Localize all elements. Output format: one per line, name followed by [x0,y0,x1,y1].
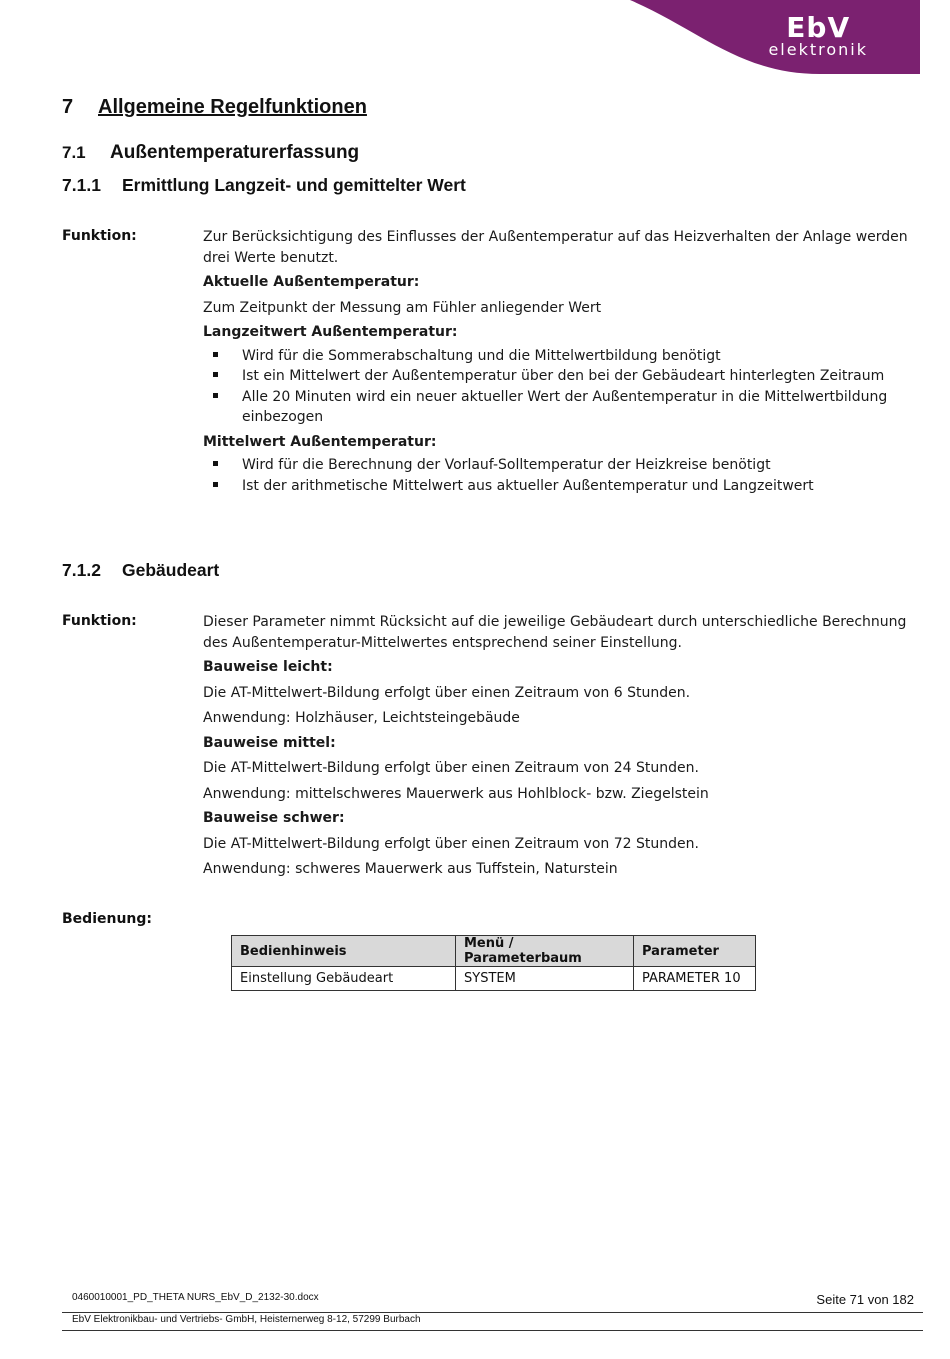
intro-text: Dieser Parameter nimmt Rücksicht auf die jeweilige Gebäudeart durch unterschiedliche Berechnung des Außentemperatur-Mittelwertes entsprechend seiner Einstellung. [203,614,907,651]
operation-label: Bedienung: [62,911,153,927]
bullet-icon [213,393,218,398]
logo-subtitle: elektronik [768,40,868,59]
section-number: 7.1 [62,143,86,162]
longterm-temp-heading: Langzeitwert Außentemperatur: [203,324,458,340]
section-heading [62,142,359,164]
list-item: Wird für die Berechnung der Vorlauf-Solltemperatur der Heizkreise benötigt [203,455,913,476]
current-temp-heading: Aktuelle Außentemperatur: [203,274,420,290]
company-logo [620,0,920,74]
logo-name: EbV [786,11,851,44]
chapter-heading [62,96,367,119]
medium-construction-usage: Anwendung: mittelschweres Mauerwerk aus Hohlblock- bzw. Ziegelstein [203,785,709,802]
column-header: Bedienhinweis [232,936,456,967]
table-cell: Einstellung Gebäudeart [232,967,456,991]
column-header: Menü / Parameterbaum [456,936,634,967]
function-label-1: Funktion: [62,228,137,244]
table-row [232,967,756,991]
chapter-title: Allgemeine Regelfunktionen [98,96,367,118]
function-body-2 [203,612,913,880]
bullet-icon [213,482,218,487]
bullet-icon [213,352,218,357]
subsection-heading-2 [62,560,219,581]
heavy-construction-usage: Anwendung: schweres Mauerwerk aus Tuffstein, Naturstein [203,861,618,877]
subsection-title: Gebäudeart [122,560,220,580]
longterm-list [203,346,913,428]
function-body-1 [203,227,913,496]
subsection-number: 7.1.2 [62,560,101,580]
bullet-icon [213,461,218,466]
section-title: Außentemperaturerfassung [110,142,360,163]
heavy-construction-text: Die AT-Mittelwert-Bildung erfolgt über einen Zeitraum von 72 Stunden. [203,835,699,852]
subsection-heading-1 [62,175,466,196]
list-item: Alle 20 Minuten wird ein neuer aktueller Wert der Außentemperatur in die Mittelwertbildung einbezogen [203,387,913,428]
footer-page-number: Seite 71 von 182 [816,1292,914,1307]
footer-divider [62,1312,923,1313]
intro-text: Zur Berücksichtigung des Einflusses der Außentemperatur auf das Heizverhalten der Anlage werden drei Werte benutzt. [203,229,908,266]
light-construction-usage: Anwendung: Holzhäuser, Leichtsteingebäude [203,710,520,726]
footer-company-address: EbV Elektronikbau- und Vertriebs- GmbH, Heisternerweg 8-12, 57299 Burbach [72,1314,421,1325]
operation-table [231,935,756,991]
medium-construction-heading: Bauweise mittel: [203,734,336,751]
table-header-row [232,936,756,967]
column-header: Parameter [634,936,756,967]
table-cell: PARAMETER 10 [634,967,756,991]
function-label-2: Funktion: [62,613,137,629]
logo-text [768,11,868,59]
footer-document-name: 0460010001_PD_THETA NURS_EbV_D_2132-30.docx [72,1292,319,1303]
mean-temp-heading: Mittelwert Außentemperatur: [203,433,437,450]
light-construction-text: Die AT-Mittelwert-Bildung erfolgt über einen Zeitraum von 6 Stunden. [203,684,691,701]
light-construction-heading: Bauweise leicht: [203,659,333,675]
heavy-construction-heading: Bauweise schwer: [203,810,345,826]
list-item: Ist ein Mittelwert der Außentemperatur über den bei der Gebäudeart hinterlegten Zeitraum [203,366,913,387]
bullet-icon [213,372,218,377]
footer-divider [62,1330,923,1331]
list-item: Wird für die Sommerabschaltung und die Mittelwertbildung benötigt [203,346,913,367]
subsection-number: 7.1.1 [62,175,101,195]
mean-list [203,455,913,496]
current-temp-text: Zum Zeitpunkt der Messung am Fühler anliegender Wert [203,299,602,316]
table-cell: SYSTEM [456,967,634,991]
list-item: Ist der arithmetische Mittelwert aus aktueller Außentemperatur und Langzeitwert [203,476,913,497]
medium-construction-text: Die AT-Mittelwert-Bildung erfolgt über einen Zeitraum von 24 Stunden. [203,760,699,776]
subsection-title: Ermittlung Langzeit- und gemittelter Wert [122,175,466,195]
chapter-number: 7 [62,96,74,118]
